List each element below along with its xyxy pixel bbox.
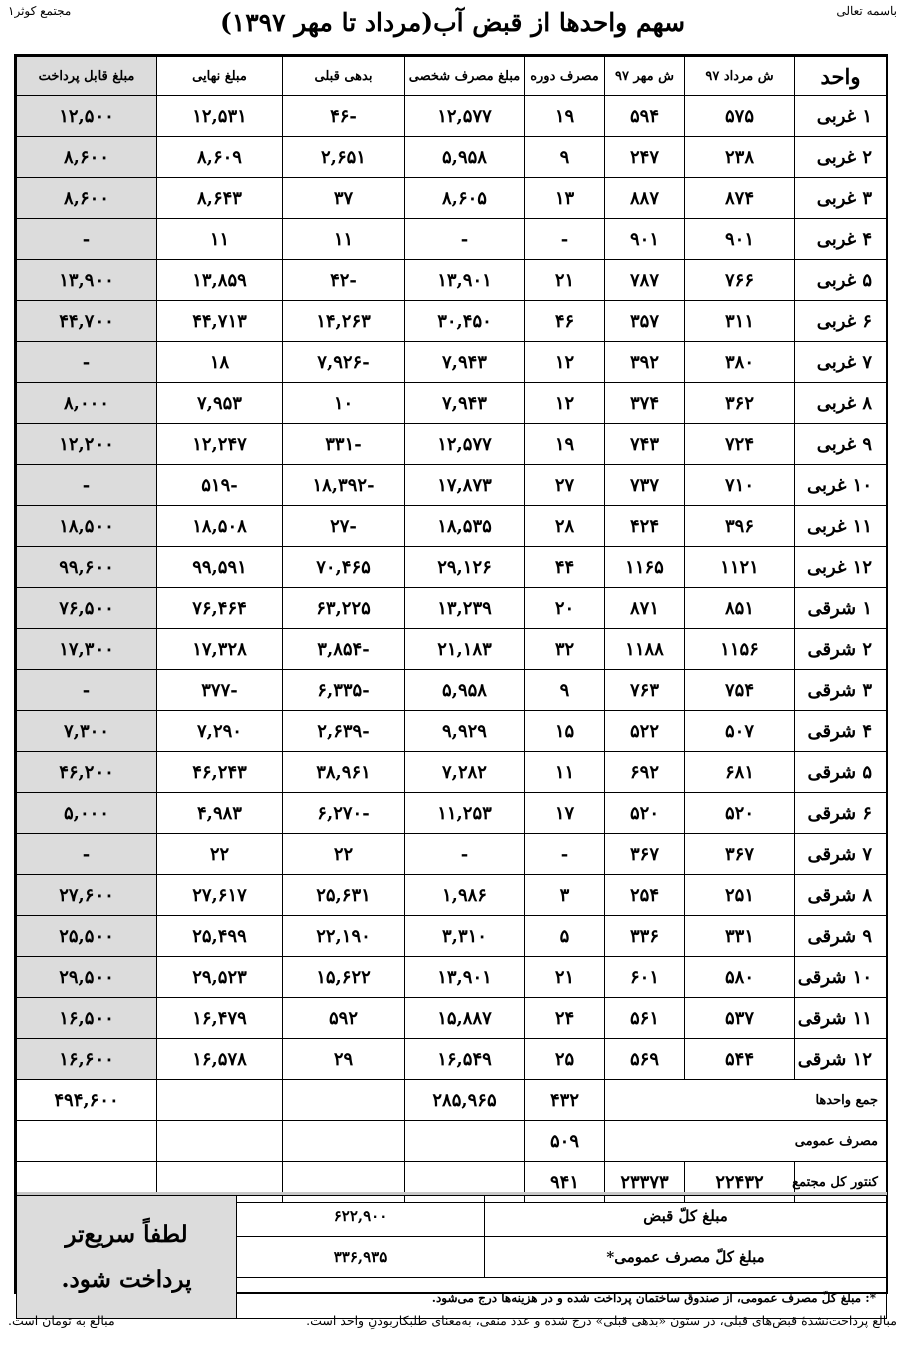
table-row (17, 547, 887, 588)
cell-prev-debt: -۴۲ (283, 260, 405, 301)
cell-unit: ۳ شرقی (795, 670, 887, 711)
total-period: ۴۳۲ (525, 1080, 605, 1121)
cell-prev-debt: -۶,۲۷۰ (283, 793, 405, 834)
table-row (17, 383, 887, 424)
cell-mordad: ۷۱۰ (685, 465, 795, 506)
table-header-row (17, 57, 887, 96)
table-row (17, 301, 887, 342)
cell-period: - (525, 834, 605, 875)
cell-final: ۱۲,۵۳۱ (157, 96, 283, 137)
cell-period: ۱۹ (525, 424, 605, 465)
cell-period: ۱۹ (525, 96, 605, 137)
cell-mehr: ۸۷۱ (605, 588, 685, 629)
cell-payable: ۷,۳۰۰ (17, 711, 157, 752)
cell-payable: ۱۳,۹۰۰ (17, 260, 157, 301)
cell-final: ۹۹,۵۹۱ (157, 547, 283, 588)
table-row (17, 998, 887, 1039)
cell-mehr: ۳۳۶ (605, 916, 685, 957)
cell-period: ۱۷ (525, 793, 605, 834)
total-pay: ۴۹۴,۶۰۰ (17, 1080, 157, 1121)
cell-personal: ۱۳,۹۰۱ (405, 260, 525, 301)
cell-payable: ۴۶,۲۰۰ (17, 752, 157, 793)
cell-mehr: ۵۶۱ (605, 998, 685, 1039)
cell-prev-debt: -۲۷ (283, 506, 405, 547)
cell-mordad: ۹۰۱ (685, 219, 795, 260)
cell-mordad: ۲۳۸ (685, 137, 795, 178)
empty-cell (157, 1121, 283, 1162)
cell-payable: ۱۶,۵۰۰ (17, 998, 157, 1039)
cell-unit: ۱۰ غربی (795, 465, 887, 506)
cell-unit: ۹ غربی (795, 424, 887, 465)
cell-mehr: ۳۹۲ (605, 342, 685, 383)
cell-unit: ۲ غربی (795, 137, 887, 178)
cell-mordad: ۳۸۰ (685, 342, 795, 383)
cell-final: ۲۹,۵۲۳ (157, 957, 283, 998)
cell-unit: ۶ شرقی (795, 793, 887, 834)
cell-personal: ۷,۹۴۳ (405, 342, 525, 383)
cell-personal: ۱۷,۸۷۳ (405, 465, 525, 506)
cell-final: ۱۲,۲۴۷ (157, 424, 283, 465)
table-row (17, 916, 887, 957)
bill-table (16, 56, 887, 1203)
cell-prev-debt: ۱۰ (283, 383, 405, 424)
cell-unit: ۸ شرقی (795, 875, 887, 916)
cell-prev-debt: -۳,۸۵۴ (283, 629, 405, 670)
cell-unit: ۱۰ شرقی (795, 957, 887, 998)
cell-unit: ۴ شرقی (795, 711, 887, 752)
cell-payable: ۸,۰۰۰ (17, 383, 157, 424)
cell-period: ۵ (525, 916, 605, 957)
cell-prev-debt: -۳۳۱ (283, 424, 405, 465)
cell-prev-debt: ۶۳,۲۲۵ (283, 588, 405, 629)
cell-unit: ۸ غربی (795, 383, 887, 424)
meter-label: کنتور کل مجتمع (795, 1162, 887, 1203)
cell-prev-debt: ۱۱ (283, 219, 405, 260)
cell-final: -۵۱۹ (157, 465, 283, 506)
cell-mordad: ۵۳۷ (685, 998, 795, 1039)
common-label: مصرف عمومی (605, 1121, 887, 1162)
cell-period: ۲۴ (525, 998, 605, 1039)
cell-personal: ۱۲,۵۷۷ (405, 96, 525, 137)
cell-personal: ۱۳,۹۰۱ (405, 957, 525, 998)
cell-unit: ۱ شرقی (795, 588, 887, 629)
cell-mehr: ۷۴۳ (605, 424, 685, 465)
total-row (17, 1080, 887, 1121)
cell-prev-debt: ۵۹۲ (283, 998, 405, 1039)
cell-period: ۲۸ (525, 506, 605, 547)
cell-unit: ۵ شرقی (795, 752, 887, 793)
cell-payable: ۲۵,۵۰۰ (17, 916, 157, 957)
common-cost-value: ۳۳۶,۹۳۵ (237, 1237, 485, 1278)
meter-mordad: ۲۲۴۳۲ (685, 1162, 795, 1203)
table-row (17, 424, 887, 465)
table-row (17, 465, 887, 506)
table-row (17, 834, 887, 875)
empty-cell (405, 1121, 525, 1162)
cell-period: ۳۲ (525, 629, 605, 670)
cell-mordad: ۳۳۱ (685, 916, 795, 957)
cell-final: ۲۲ (157, 834, 283, 875)
cell-period: ۱۲ (525, 383, 605, 424)
urge-line-1: لطفاً سریع‌تر (65, 1221, 188, 1248)
payment-urge (17, 1196, 237, 1319)
cell-mehr: ۶۰۱ (605, 957, 685, 998)
bill-total-value: ۶۲۲,۹۰۰ (237, 1196, 485, 1237)
cell-final: ۸,۶۰۹ (157, 137, 283, 178)
cell-final: ۲۷,۶۱۷ (157, 875, 283, 916)
cell-payable: ۲۷,۶۰۰ (17, 875, 157, 916)
cell-period: ۲۵ (525, 1039, 605, 1080)
empty-cell (283, 1080, 405, 1121)
col-final: مبلغ نهایی (157, 57, 283, 96)
cell-mordad: ۸۵۱ (685, 588, 795, 629)
col-payable: مبلغ قابل پرداخت (17, 57, 157, 96)
cell-mehr: ۲۵۴ (605, 875, 685, 916)
table-row (17, 96, 887, 137)
cell-period: ۲۱ (525, 260, 605, 301)
cell-mehr: ۸۸۷ (605, 178, 685, 219)
cell-personal: - (405, 834, 525, 875)
col-unit: واحد (795, 57, 887, 96)
cell-payable: ۵,۰۰۰ (17, 793, 157, 834)
cell-prev-debt: -۴۶ (283, 96, 405, 137)
cell-payable: ۹۹,۶۰۰ (17, 547, 157, 588)
cell-unit: ۱۱ غربی (795, 506, 887, 547)
table-row (17, 1039, 887, 1080)
empty-cell (17, 1121, 157, 1162)
cell-prev-debt: ۲,۶۵۱ (283, 137, 405, 178)
cell-mordad: ۱۱۲۱ (685, 547, 795, 588)
cell-period: ۲۷ (525, 465, 605, 506)
col-period: مصرف دوره (525, 57, 605, 96)
col-mehr: ش مهر ۹۷ (605, 57, 685, 96)
cell-period: ۹ (525, 137, 605, 178)
table-row (17, 711, 887, 752)
cell-final: ۴۴,۷۱۳ (157, 301, 283, 342)
cell-payable: - (17, 834, 157, 875)
cell-mordad: ۷۵۴ (685, 670, 795, 711)
cell-unit: ۷ شرقی (795, 834, 887, 875)
cell-personal: ۲۹,۱۲۶ (405, 547, 525, 588)
meter-mehr: ۲۳۳۷۳ (605, 1162, 685, 1203)
cell-period: ۱۱ (525, 752, 605, 793)
table-row (17, 260, 887, 301)
cell-mehr: ۱۱۸۸ (605, 629, 685, 670)
cell-personal: ۳,۳۱۰ (405, 916, 525, 957)
cell-personal: ۷,۹۴۳ (405, 383, 525, 424)
cell-unit: ۱۱ شرقی (795, 998, 887, 1039)
cell-mordad: ۱۱۵۶ (685, 629, 795, 670)
cell-prev-debt: ۲۹ (283, 1039, 405, 1080)
cell-payable: ۷۶,۵۰۰ (17, 588, 157, 629)
cell-unit: ۷ غربی (795, 342, 887, 383)
cell-mordad: ۶۸۱ (685, 752, 795, 793)
header-blessing: باسمه تعالی (836, 4, 897, 18)
cell-personal: ۱۲,۵۷۷ (405, 424, 525, 465)
total-label: جمع واحدها (605, 1080, 887, 1121)
cell-mehr: ۷۳۷ (605, 465, 685, 506)
cell-unit: ۹ شرقی (795, 916, 887, 957)
cell-mehr: ۳۶۷ (605, 834, 685, 875)
cell-prev-debt: -۶,۳۳۵ (283, 670, 405, 711)
footnote: *: مبلغ کلّ مصرف عمومی، از صندوق ساختمان پرداخت شده و در هزینه‌ها درج می‌شود. (237, 1278, 887, 1319)
col-personal: مبلغ مصرف شخصی (405, 57, 525, 96)
cell-final: ۱۸ (157, 342, 283, 383)
cell-unit: ۳ غربی (795, 178, 887, 219)
cell-mehr: ۹۰۱ (605, 219, 685, 260)
cell-final: ۷,۲۹۰ (157, 711, 283, 752)
cell-prev-debt: ۳۸,۹۶۱ (283, 752, 405, 793)
cell-final: ۱۱ (157, 219, 283, 260)
cell-personal: ۱۱,۲۵۳ (405, 793, 525, 834)
cell-mehr: ۱۱۶۵ (605, 547, 685, 588)
cell-payable: ۱۲,۲۰۰ (17, 424, 157, 465)
cell-mordad: ۵۲۰ (685, 793, 795, 834)
cell-payable: - (17, 670, 157, 711)
cell-period: ۱۵ (525, 711, 605, 752)
cell-period: ۲۱ (525, 957, 605, 998)
cell-personal: ۷,۲۸۲ (405, 752, 525, 793)
cell-personal: ۳۰,۴۵۰ (405, 301, 525, 342)
cell-mordad: ۳۱۱ (685, 301, 795, 342)
cell-mehr: ۷۸۷ (605, 260, 685, 301)
cell-prev-debt: ۲۵,۶۳۱ (283, 875, 405, 916)
urge-line-2: پرداخت شود. (61, 1266, 192, 1293)
cell-mordad: ۳۹۶ (685, 506, 795, 547)
empty-cell (283, 1121, 405, 1162)
cell-personal: ۵,۹۵۸ (405, 670, 525, 711)
cell-mehr: ۳۷۴ (605, 383, 685, 424)
cell-mordad: ۷۲۴ (685, 424, 795, 465)
cell-period: - (525, 219, 605, 260)
cell-prev-debt: ۳۷ (283, 178, 405, 219)
table-row (17, 506, 887, 547)
cell-payable: ۲۹,۵۰۰ (17, 957, 157, 998)
cell-final: ۷۶,۴۶۴ (157, 588, 283, 629)
cell-unit: ۲ شرقی (795, 629, 887, 670)
table-row (17, 342, 887, 383)
table-body (17, 96, 887, 1080)
cell-mordad: ۷۶۶ (685, 260, 795, 301)
cell-mehr: ۷۶۳ (605, 670, 685, 711)
cell-personal: ۱۵,۸۸۷ (405, 998, 525, 1039)
cell-prev-debt: ۱۵,۶۲۲ (283, 957, 405, 998)
cell-unit: ۴ غربی (795, 219, 887, 260)
cell-personal: ۱۸,۵۳۵ (405, 506, 525, 547)
cell-mehr: ۴۲۴ (605, 506, 685, 547)
bill-table-frame (14, 54, 888, 1305)
cell-period: ۲۰ (525, 588, 605, 629)
cell-prev-debt: -۷,۹۲۶ (283, 342, 405, 383)
cell-payable: - (17, 465, 157, 506)
cell-mehr: ۵۶۹ (605, 1039, 685, 1080)
cell-final: ۱۶,۴۷۹ (157, 998, 283, 1039)
cell-unit: ۶ غربی (795, 301, 887, 342)
cell-mordad: ۵۰۷ (685, 711, 795, 752)
common-cost-label: مبلغ کلّ مصرف عمومی* (485, 1237, 887, 1278)
cell-final: ۲۵,۴۹۹ (157, 916, 283, 957)
currency-note: مبالغ به تومان است. (8, 1313, 115, 1328)
table-row (17, 670, 887, 711)
cell-payable: - (17, 219, 157, 260)
cell-period: ۴۶ (525, 301, 605, 342)
col-prev-debt: بدهی قبلی (283, 57, 405, 96)
bill-total-label: مبلغ کلّ قبض (485, 1196, 887, 1237)
cell-payable: ۸,۶۰۰ (17, 178, 157, 219)
cell-final: ۱۶,۵۷۸ (157, 1039, 283, 1080)
table-row (17, 219, 887, 260)
meter-period: ۹۴۱ (525, 1162, 605, 1203)
cell-mordad: ۵۸۰ (685, 957, 795, 998)
table-row (17, 875, 887, 916)
table-row (17, 752, 887, 793)
cell-personal: ۲۱,۱۸۳ (405, 629, 525, 670)
cell-personal: ۸,۶۰۵ (405, 178, 525, 219)
cell-payable: ۸,۶۰۰ (17, 137, 157, 178)
cell-mehr: ۳۵۷ (605, 301, 685, 342)
cell-prev-debt: ۱۴,۲۶۳ (283, 301, 405, 342)
cell-final: ۱۳,۸۵۹ (157, 260, 283, 301)
cell-period: ۴۴ (525, 547, 605, 588)
cell-mordad: ۵۴۴ (685, 1039, 795, 1080)
cell-period: ۱۲ (525, 342, 605, 383)
table-row (17, 957, 887, 998)
cell-unit: ۱۲ غربی (795, 547, 887, 588)
cell-mordad: ۲۵۱ (685, 875, 795, 916)
debt-note: مبالغ پرداخت‌نشدهٔ قبض‌های قبلی، در ستون «بدهی قبلی» درج شده و عدد منفی، به‌معنای طلبکاربودنِ واحد است. (306, 1313, 897, 1328)
cell-personal: ۱۶,۵۴۹ (405, 1039, 525, 1080)
cell-prev-debt: -۲,۶۳۹ (283, 711, 405, 752)
cell-prev-debt: ۲۲,۱۹۰ (283, 916, 405, 957)
cell-period: ۹ (525, 670, 605, 711)
cell-payable: ۱۶,۶۰۰ (17, 1039, 157, 1080)
cell-mehr: ۶۹۲ (605, 752, 685, 793)
footer-box (16, 1192, 886, 1305)
table-row (17, 793, 887, 834)
table-row (17, 588, 887, 629)
cell-payable: ۱۷,۳۰۰ (17, 629, 157, 670)
cell-unit: ۱ غربی (795, 96, 887, 137)
cell-unit: ۱۲ شرقی (795, 1039, 887, 1080)
table-row (17, 629, 887, 670)
cell-mordad: ۸۷۴ (685, 178, 795, 219)
cell-payable: ۱۸,۵۰۰ (17, 506, 157, 547)
cell-final: -۳۷۷ (157, 670, 283, 711)
cell-final: ۴۶,۲۴۳ (157, 752, 283, 793)
cell-period: ۳ (525, 875, 605, 916)
cell-unit: ۵ غربی (795, 260, 887, 301)
cell-period: ۱۳ (525, 178, 605, 219)
cell-final: ۱۷,۳۲۸ (157, 629, 283, 670)
page-title: سهم واحدها از قبض آب(مرداد تا مهر ۱۳۹۷) (219, 8, 686, 37)
common-period: ۵۰۹ (525, 1121, 605, 1162)
complex-name: مجتمع کوثر۱ (8, 4, 72, 18)
cell-personal: - (405, 219, 525, 260)
cell-mehr: ۵۲۲ (605, 711, 685, 752)
common-row (17, 1121, 887, 1162)
cell-personal: ۵,۹۵۸ (405, 137, 525, 178)
cell-final: ۷,۹۵۳ (157, 383, 283, 424)
cell-final: ۸,۶۴۳ (157, 178, 283, 219)
cell-personal: ۱,۹۸۶ (405, 875, 525, 916)
cell-payable: ۱۲,۵۰۰ (17, 96, 157, 137)
empty-cell (157, 1080, 283, 1121)
cell-personal: ۹,۹۲۹ (405, 711, 525, 752)
cell-mordad: ۳۶۲ (685, 383, 795, 424)
cell-mordad: ۵۷۵ (685, 96, 795, 137)
col-mordad: ش مرداد ۹۷ (685, 57, 795, 96)
cell-prev-debt: ۷۰,۴۶۵ (283, 547, 405, 588)
cell-prev-debt: ۲۲ (283, 834, 405, 875)
cell-final: ۱۸,۵۰۸ (157, 506, 283, 547)
table-row (17, 178, 887, 219)
cell-mehr: ۵۲۰ (605, 793, 685, 834)
cell-final: ۴,۹۸۳ (157, 793, 283, 834)
footer-table (16, 1192, 887, 1319)
cell-payable: - (17, 342, 157, 383)
cell-personal: ۱۳,۲۳۹ (405, 588, 525, 629)
table-row (17, 137, 887, 178)
cell-payable: ۴۴,۷۰۰ (17, 301, 157, 342)
total-personal: ۲۸۵,۹۶۵ (405, 1080, 525, 1121)
cell-mehr: ۵۹۴ (605, 96, 685, 137)
cell-mordad: ۳۶۷ (685, 834, 795, 875)
cell-mehr: ۲۴۷ (605, 137, 685, 178)
cell-prev-debt: -۱۸,۳۹۲ (283, 465, 405, 506)
